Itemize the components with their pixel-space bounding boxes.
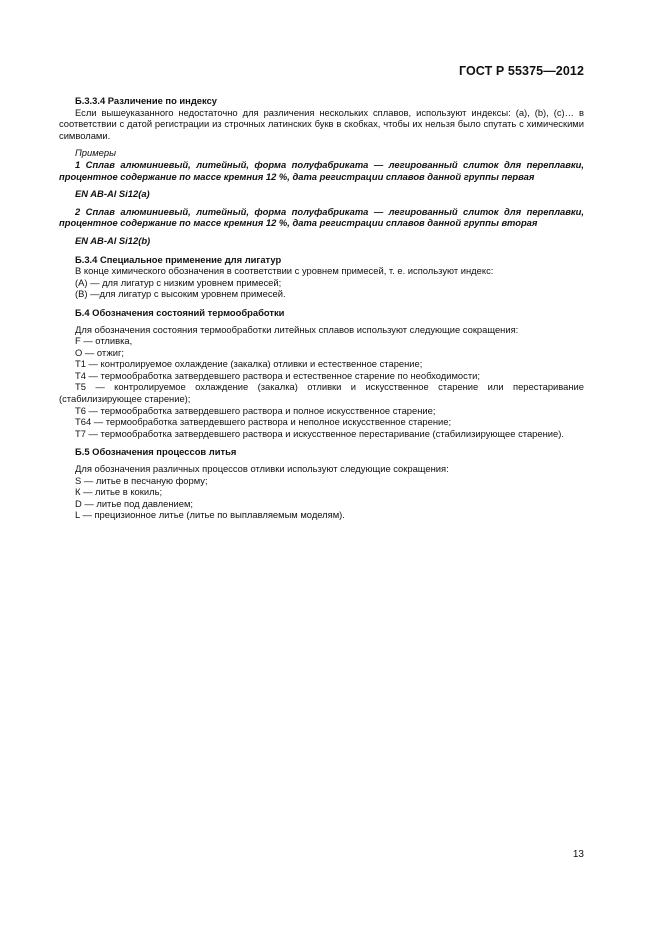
examples-title: Примеры — [75, 147, 116, 159]
list-item: Т7 — термообработка затвердевшего раствора и искусственное перестаривание (стабилизирующее старение). — [75, 427, 564, 439]
section-heading-b5: Б.5 Обозначения процессов литья — [75, 446, 237, 458]
example-2-code: EN AB-Al Si12(b) — [75, 234, 151, 246]
list-item: Т6 — термообработка затвердевшего раствора и полное искусственное старение; — [75, 404, 436, 416]
paragraph: В конце химического обозначения в соответствии с уровнем примесей, т. е. используют индекс: — [75, 265, 494, 277]
list-item: Т5 — контролируемое охлаждение (закалка) отливки и искусственное старение или перестаривание (стабилизирующее старение); — [59, 381, 584, 405]
list-item: F — отливка, — [75, 335, 133, 347]
list-item: L — прецизионное литье (литье по выплавляемым моделям). — [75, 509, 345, 521]
list-item: D — литье под давлением; — [75, 497, 194, 509]
list-item: Т4 — термообработка затвердевшего раствора и естественное старение по необходимости; — [75, 369, 480, 381]
document-body — [59, 95, 584, 521]
example-1: 1 Сплав алюминиевый, литейный, форма полуфабриката — легированный слиток для переплавки, процентное содержание по массе кремния 12 %, дата регистрации сплавов данной группы первая — [59, 158, 584, 182]
section-heading-b4: Б.4 Обозначения состояний термообработки — [75, 306, 285, 318]
section-heading-b3-4: Б.3.4 Специальное применение для лигатур — [75, 253, 282, 265]
list-item: Т64 — термообработка затвердевшего раствора и неполное искусственное старение; — [75, 416, 452, 428]
list-item: О — отжиг; — [75, 346, 125, 358]
paragraph: Если вышеуказанного недостаточно для различения нескольких сплавов, используют индексы: (а), (b), (с)… в соответствии с датой регистрации из строчных латинских букв в скобках, чтобы их нельзя было спутать с химическими символами. — [59, 106, 584, 141]
document-id: ГОСТ Р 55375—2012 — [458, 64, 584, 78]
list-item: (А) — для лигатур с низким уровнем примесей; — [75, 276, 282, 288]
section-heading-b3-3-4: Б.3.3.4 Различение по индексу — [75, 95, 217, 106]
example-1-code: EN AB-Al Si12(a) — [75, 188, 150, 200]
list-item: К — литье в кокиль; — [75, 486, 163, 498]
paragraph: Для обозначения различных процессов отливки используют следующие сокращения: — [75, 463, 449, 475]
paragraph: Для обозначения состояния термообработки литейных сплавов используют следующие сокращения: — [75, 323, 519, 335]
page-number: 13 — [572, 849, 584, 860]
list-item: (В) —для лигатур с высоким уровнем примесей. — [75, 288, 286, 300]
list-item: S — литье в песчаную форму; — [75, 474, 208, 486]
example-2: 2 Сплав алюминиевый, литейный, форма полуфабриката — легированный слиток для переплавки, процентное содержание по массе кремния 12 %, дата регистрации сплавов данной группы вторая — [59, 205, 584, 229]
list-item: Т1 — контролируемое охлаждение (закалка) отливки и естественное старение; — [75, 358, 423, 370]
